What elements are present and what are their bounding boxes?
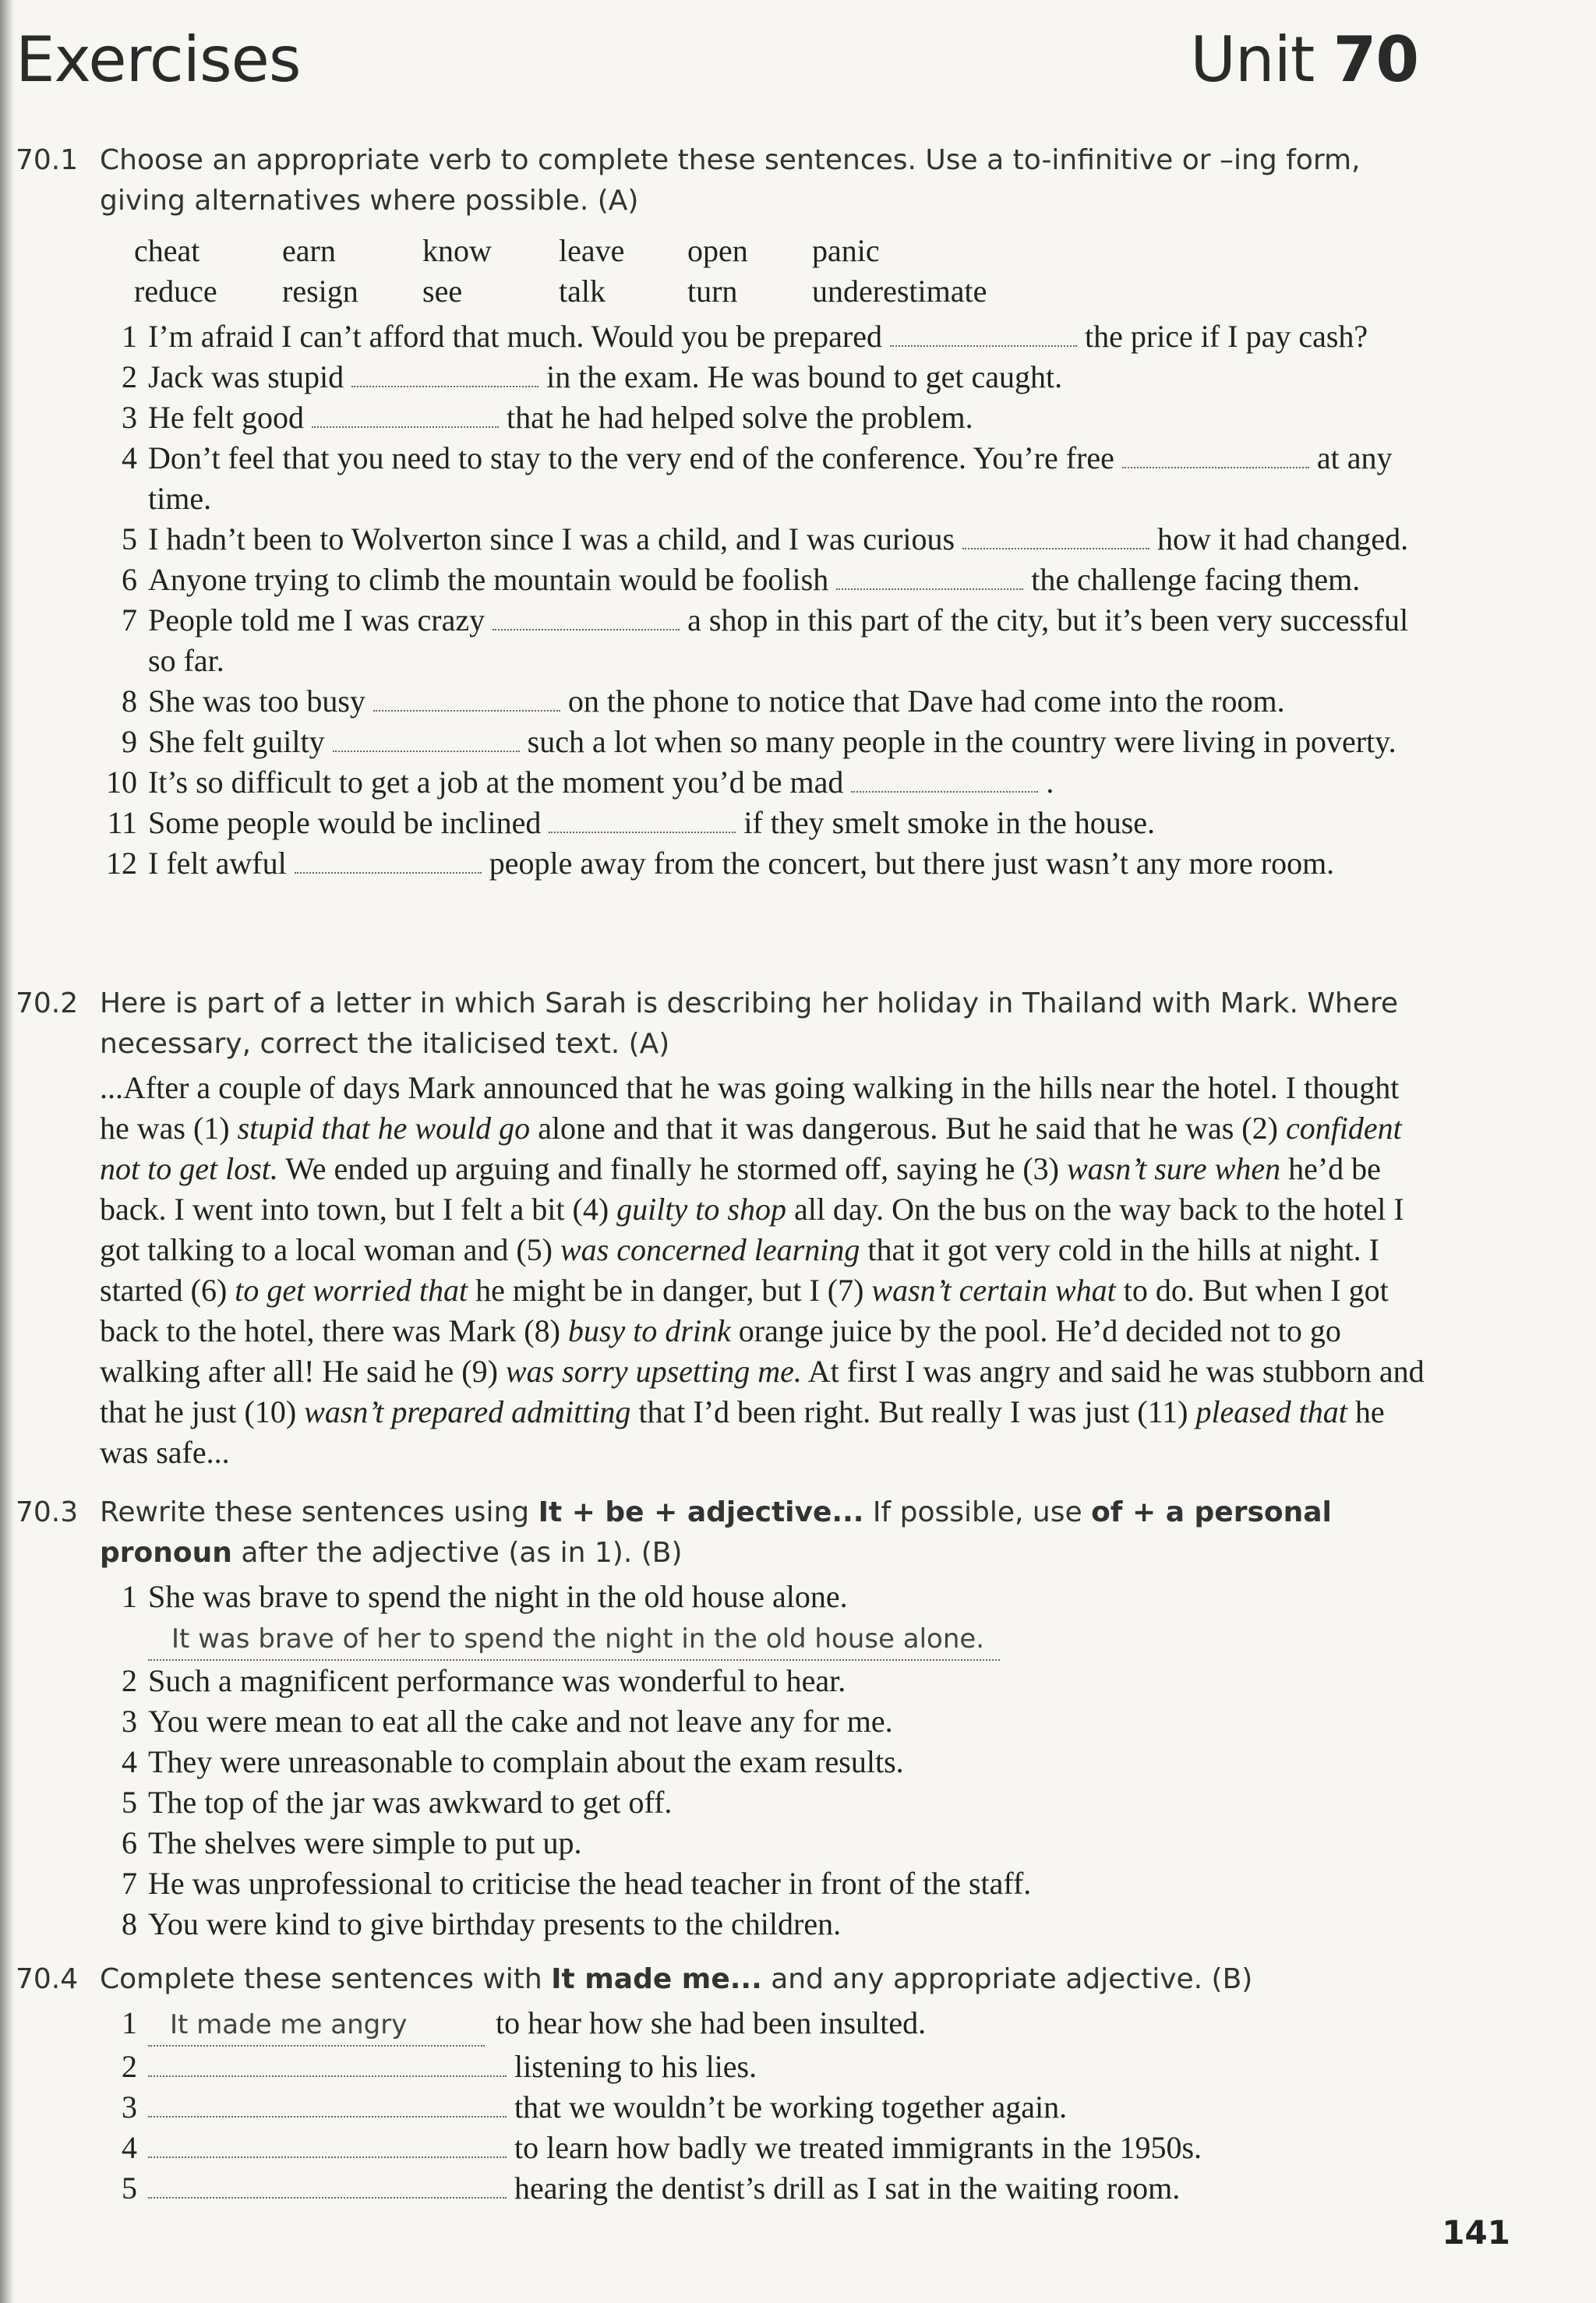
item-text: It’s so difficult to get a job at the moment you’d be mad: [148, 765, 844, 800]
letter-segment: he’d be back. I went into town, but I felt a bit (4): [100, 1151, 1381, 1227]
answer-blank[interactable]: [148, 2054, 507, 2077]
list-item: [100, 681, 1418, 722]
exercise-heading: [16, 1959, 1418, 2000]
item-text: Jack was stupid: [148, 359, 344, 394]
letter-segment: We ended up arguing and finally he stormed off, saying he (3): [277, 1151, 1067, 1186]
exercise-number: 70.4: [16, 1963, 79, 1995]
item-text: people away from the concert, but there just wasn’t any more room.: [489, 846, 1335, 881]
item-text: that we wouldn’t be working together again.: [514, 2089, 1068, 2125]
answer-blank[interactable]: [373, 688, 560, 712]
item-text: You were mean to eat all the cake and not leave any for me.: [148, 1704, 893, 1739]
item-text: a shop in this part of the city, but it’s been very successful so far.: [148, 602, 1409, 678]
list-item: [100, 762, 1418, 803]
item-text: She was brave to spend the night in the old house alone.: [148, 1579, 848, 1614]
item-text: Some people would be inclined: [148, 805, 542, 840]
list-item: [100, 2087, 1418, 2128]
italic-phrase: was concerned learning: [560, 1232, 860, 1267]
exercise-instruction: [100, 1959, 1418, 2000]
item-number: 5: [122, 521, 137, 556]
exercise-number: 70.1: [16, 144, 79, 176]
exercise-70-3: [16, 1492, 1418, 1944]
item-text: in the exam. He was bound to get caught.: [546, 359, 1063, 394]
italic-phrase: stupid that he would go: [237, 1111, 531, 1146]
word: know: [422, 233, 492, 268]
item-text: to learn how badly we treated immigrants in the 1950s.: [514, 2130, 1202, 2165]
italic-phrase: wasn’t certain what: [871, 1273, 1116, 1308]
answer-blank[interactable]: [312, 404, 499, 428]
exercise-70-4: [16, 1959, 1418, 2209]
item-text: He was unprofessional to criticise the head teacher in front of the staff.: [148, 1866, 1032, 1901]
letter-segment: alone and that it was dangerous. But he said that he was (2): [530, 1111, 1286, 1146]
item-text: .: [1046, 765, 1054, 800]
list-item: [100, 316, 1418, 357]
item-number: 4: [122, 1744, 137, 1779]
page-title: Exercises: [16, 23, 301, 96]
item-text: Anyone trying to climb the mountain would be foolish: [148, 562, 829, 597]
list-item: [100, 2047, 1418, 2087]
exercise-heading: [16, 140, 1418, 221]
exercise-heading: [16, 1492, 1418, 1574]
item-number: 5: [122, 1785, 137, 1820]
exercise-instruction: Choose an appropriate verb to complete these sentences. Use a to-infinitive or –ing form, giving alternatives where possible. (A): [100, 144, 1361, 217]
page-number: 141: [1442, 2213, 1510, 2252]
answer-blank[interactable]: [851, 769, 1038, 793]
item-number: 7: [122, 602, 137, 638]
item-number: 11: [107, 805, 137, 840]
answer-blank[interactable]: [890, 323, 1077, 347]
word: earn: [282, 233, 336, 268]
italic-phrase: to get worried that: [235, 1273, 468, 1308]
item-text: The shelves were simple to put up.: [148, 1825, 582, 1860]
list-item: [100, 1782, 1418, 1823]
verb-word-box: [134, 231, 1418, 312]
item-number: 7: [122, 1866, 137, 1901]
exercise-70-1: [16, 140, 1418, 884]
item-text: how it had changed.: [1157, 521, 1409, 556]
letter-segment: all day. On the bus on the way back to the hotel I got talking to a local woman and (5): [100, 1192, 1404, 1267]
italic-phrase: busy to drink: [567, 1313, 731, 1348]
word: underestimate: [812, 274, 987, 309]
answer-blank[interactable]: [148, 2135, 507, 2158]
instruction-keyword: It + be + adjective...: [538, 1496, 864, 1528]
unit-label: Unit: [1190, 23, 1315, 96]
word: leave: [559, 233, 625, 268]
word: reduce: [134, 274, 217, 309]
item-number: 8: [122, 1906, 137, 1941]
instruction-text: If possible, use: [863, 1496, 1092, 1528]
item-text: People told me I was crazy: [148, 602, 486, 638]
list-item: [100, 843, 1418, 884]
list-item: [100, 560, 1418, 600]
item-text: listening to his lies.: [514, 2049, 757, 2084]
word: panic: [812, 233, 880, 268]
list-item: [100, 1742, 1418, 1782]
list-item: [100, 1661, 1418, 1701]
letter-segment: that I’d been right. But really I was just (11): [630, 1394, 1196, 1429]
item-text: You were kind to give birthday presents to the children.: [148, 1906, 842, 1941]
italic-phrase: pleased that: [1195, 1394, 1347, 1429]
list-item: [100, 1863, 1418, 1904]
item-number: 5: [122, 2171, 137, 2206]
word: turn: [687, 274, 738, 309]
instruction-text: Complete these sentences with: [100, 1963, 552, 1995]
word: resign: [282, 274, 358, 309]
answer-blank[interactable]: [962, 526, 1149, 549]
list-item: [100, 397, 1418, 438]
item-text: the challenge facing them.: [1031, 562, 1361, 597]
item-text: on the phone to notice that Dave had come into the room.: [567, 683, 1285, 719]
item-number: 10: [106, 765, 137, 800]
letter-text: [100, 1068, 1425, 1473]
exercise-heading: [16, 984, 1418, 1065]
unit-number: 70: [1333, 23, 1418, 96]
instruction-keyword: It made me...: [551, 1963, 762, 1995]
item-text: hearing the dentist’s drill as I sat in the waiting room.: [514, 2171, 1181, 2206]
list-item: [100, 1701, 1418, 1742]
item-number: 1: [122, 319, 137, 354]
item-number: 8: [122, 683, 137, 719]
letter-segment: At first I was angry and said he was stubborn and that he just (10): [100, 1354, 1425, 1429]
letter-segment: he might be in danger, but I (7): [468, 1273, 872, 1308]
list-item: [100, 803, 1418, 843]
item-text: such a lot when so many people in the country were living in poverty.: [527, 724, 1396, 759]
exercise-70-2: [16, 984, 1425, 1473]
list-item: [100, 2003, 1418, 2047]
item-number: 3: [122, 2089, 137, 2125]
instruction-text: and any appropriate adjective. (B): [761, 1963, 1253, 1995]
exercise-items: [100, 316, 1418, 884]
exercise-instruction: Here is part of a letter in which Sarah is describing her holiday in Thailand with Mark. Where necessary, correct the italicised text. (A): [100, 987, 1399, 1060]
word: cheat: [134, 233, 200, 268]
item-text: the price if I pay cash?: [1085, 319, 1368, 354]
list-item: [100, 1823, 1418, 1863]
unit-title: [1190, 23, 1418, 96]
item-number: 3: [122, 1704, 137, 1739]
handwritten-answer: It was brave of her to spend the night in the old house alone.: [148, 1619, 1000, 1661]
item-text: She was too busy: [148, 683, 365, 719]
list-item: [100, 1904, 1418, 1944]
list-item: [100, 2128, 1418, 2168]
item-text: I hadn’t been to Wolverton since I was a child, and I was curious: [148, 521, 955, 556]
answer-blank[interactable]: [1122, 445, 1309, 468]
exercise-items: [100, 1577, 1418, 1944]
answer-blank[interactable]: [333, 729, 520, 752]
item-number: 2: [122, 2049, 137, 2084]
item-number: 1: [122, 1579, 137, 1614]
item-number: 3: [122, 400, 137, 435]
italic-phrase: wasn’t prepared admitting: [304, 1394, 631, 1429]
exercise-number: 70.3: [16, 1496, 79, 1528]
item-number: 4: [122, 440, 137, 475]
item-number: 1: [122, 2005, 137, 2040]
item-text: to hear how she had been insulted.: [496, 2005, 927, 2040]
letter-segment: that it got very cold in the hills at night. I started (6): [100, 1232, 1379, 1308]
item-number: 4: [122, 2130, 137, 2165]
answer-blank[interactable]: [351, 364, 538, 387]
item-number: 6: [122, 1825, 137, 1860]
exercise-items: [100, 2003, 1418, 2209]
italic-phrase: was sorry upsetting me.: [505, 1354, 802, 1389]
list-item: [100, 600, 1418, 681]
letter-segment: orange juice by the pool. He’d decided not to go walking after all! He said he (9): [100, 1313, 1341, 1389]
item-text: I’m afraid I can’t afford that much. Would you be prepared: [148, 319, 882, 354]
handwritten-answer: It made me angry: [148, 2005, 485, 2047]
answer-blank[interactable]: [148, 2175, 507, 2199]
example-answer-row: [100, 1617, 1418, 1661]
list-item: [100, 519, 1418, 560]
italic-phrase: confident not to get lost.: [100, 1111, 1402, 1186]
italic-phrase: wasn’t sure when: [1066, 1151, 1281, 1186]
item-text: if they smelt smoke in the house.: [743, 805, 1156, 840]
list-item: [100, 357, 1418, 397]
item-text: They were unreasonable to complain about the exam results.: [148, 1744, 904, 1779]
item-text: He felt good: [148, 400, 304, 435]
item-number: 9: [122, 724, 137, 759]
list-item: [100, 1577, 1418, 1617]
answer-blank[interactable]: [493, 607, 680, 630]
word: open: [687, 233, 748, 268]
item-number: 6: [122, 562, 137, 597]
instruction-text: Rewrite these sentences using: [100, 1496, 538, 1528]
word: talk: [559, 274, 606, 309]
letter-segment: he was safe...: [100, 1394, 1385, 1470]
exercise-instruction: [100, 1492, 1418, 1574]
binding-edge-shadow: [0, 0, 14, 2303]
item-text: Don’t feel that you need to stay to the very end of the conference. You’re free: [148, 440, 1114, 475]
item-number: 2: [122, 359, 137, 394]
list-item: [100, 722, 1418, 762]
list-item: [100, 2168, 1418, 2209]
answer-blank[interactable]: [148, 2094, 507, 2118]
italic-phrase: guilty to shop: [616, 1192, 786, 1227]
instruction-text: after the adjective (as in 1). (B): [231, 1537, 683, 1569]
answer-blank[interactable]: [549, 810, 736, 833]
answer-blank[interactable]: [295, 850, 482, 874]
exercise-number: 70.2: [16, 987, 79, 1019]
item-text: at any time.: [148, 440, 1393, 516]
item-text: Such a magnificent performance was wonderful to hear.: [148, 1663, 846, 1698]
item-text: She felt guilty: [148, 724, 325, 759]
item-text: that he had helped solve the problem.: [506, 400, 973, 435]
item-number: 2: [122, 1663, 137, 1698]
answer-blank[interactable]: [836, 567, 1023, 590]
instruction-keyword: of + a personal pronoun: [100, 1496, 1332, 1569]
list-item: [100, 438, 1418, 519]
letter-segment: ...After a couple of days Mark announced that he was going walking in the hills near the hotel. I thought he was (1): [100, 1070, 1400, 1146]
item-text: The top of the jar was awkward to get off.: [148, 1785, 673, 1820]
item-text: I felt awful: [148, 846, 287, 881]
item-number: 12: [106, 846, 137, 881]
letter-segment: to do. But when I got back to the hotel, there was Mark (8): [100, 1273, 1389, 1348]
word: see: [422, 274, 463, 309]
